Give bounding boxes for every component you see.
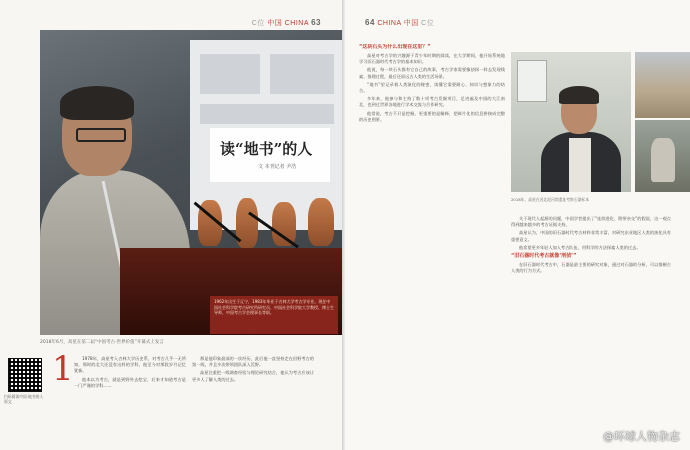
drop-cap: 1	[52, 349, 74, 389]
photo-caption: 2018年，高星在河北泥河湾遗址考察石器标本	[511, 197, 590, 202]
left-page-header	[252, 18, 321, 28]
paragraph: 多年来，他参与和主持了数十项考古发掘项目，足迹遍及中国的大江南北，也到过世界各地进行学术交流与合作研究。	[359, 96, 505, 108]
header-section: C位	[251, 20, 265, 27]
page-number: 63	[311, 18, 321, 27]
left-column-1	[74, 356, 186, 436]
right-page-header	[365, 18, 434, 28]
header-brand: CHINA 中国	[377, 20, 419, 27]
left-column-2	[192, 356, 314, 436]
header-brand: 中国 CHINA	[267, 20, 309, 27]
right-column-2	[511, 216, 671, 430]
field-photo	[635, 120, 690, 192]
right-page	[345, 0, 690, 450]
photo-caption: 2018年6月，高星在第二届“中国考古·世界价值”开幕式上发言	[40, 340, 164, 345]
paragraph: 高星对考古学的兴趣源于青少年时期的阅读，在大学期间，他开始系统地学习旧石器时代考古学的基本知识。	[359, 53, 505, 65]
section-heading: “这块石头为什么出现在这里？”	[359, 44, 431, 50]
window	[517, 60, 547, 102]
stone-artifact	[308, 198, 334, 246]
paragraph: 在旧石器时代考古中，石器是最主要的研究对象，通过对石器的分析，可以推断古人类的行为方式。	[511, 262, 671, 274]
speaker-glasses	[76, 128, 126, 142]
byline: 文 本刊记者 尹浩	[258, 164, 297, 170]
main-photo	[40, 30, 344, 335]
title-panel	[210, 128, 330, 182]
paragraph: 他希望更多年轻人加入考古队伍，用科学的方法探索人类的过去。	[519, 244, 641, 250]
hair	[559, 86, 599, 104]
landscape-photo	[635, 52, 690, 118]
qr-caption: 扫码阅读中国·地书的人原文	[4, 394, 44, 404]
paragraph: 他本以为考古，就是到野外去挖宝，后来才知道考古是一门严谨的学科……	[74, 376, 186, 388]
article-title: 读“地书”的人	[220, 140, 313, 158]
qr-code[interactable]	[8, 358, 42, 392]
paragraph: 他常说，考古不只是挖掘，更重要的是解释，把碎片化的信息拼接成完整的历史图景。	[359, 110, 505, 122]
portrait-photo	[511, 52, 631, 192]
paragraph: 1978年，高星考入吉林大学历史系，对考古几乎一无所知，那时的北大还没有这样的学科，他至今对那段岁月记忆犹新。	[74, 356, 186, 374]
header-section: C位	[421, 20, 435, 27]
bio-caption: 1962年出生于辽宁，1983年毕业于吉林大学考古学专业，现任中国社会科学院考古研究所研究员、中国社会科学院大学教授、博士生导师，中国考古学会理事长等职。	[210, 296, 338, 334]
paragraph: 高星注重把一线调查经验与理论研究结合，他认为考古应该让更多人了解人类的过去。	[192, 370, 314, 382]
paragraph: 那是他印象最深的一次经历，此后他一直坚持走在田野考古的第一线，并且多次带领团队深入荒野。	[192, 356, 314, 368]
watermark: @环球人物杂志	[603, 430, 680, 443]
paragraph: 高星认为，中国的旧石器时代考古材料非常丰富，对研究东亚地区人类的演化具有重要意义。	[511, 230, 671, 242]
section-heading: “旧石器时代考古就像‘刑侦’”	[511, 253, 577, 260]
paragraph: 关于现代人起源的问题，中国学者提出了“连续进化、附带杂交”的假说，这一观点得到越来越多的考古证据支持。	[511, 216, 671, 228]
right-column-1	[359, 44, 505, 428]
page-number: 64	[365, 18, 375, 27]
speaker-hair	[60, 86, 134, 120]
paragraph: 他说，每一块石头都有它自己的故事，考古学家需要像侦探一样去发现线索、推理过程，最后还原远古人类的生活场景。	[359, 67, 505, 79]
paragraph: “地书”里记录着人类演化的秘密，读懂它需要耐心、知识与想象力的结合。	[359, 81, 505, 94]
vest	[569, 138, 591, 192]
